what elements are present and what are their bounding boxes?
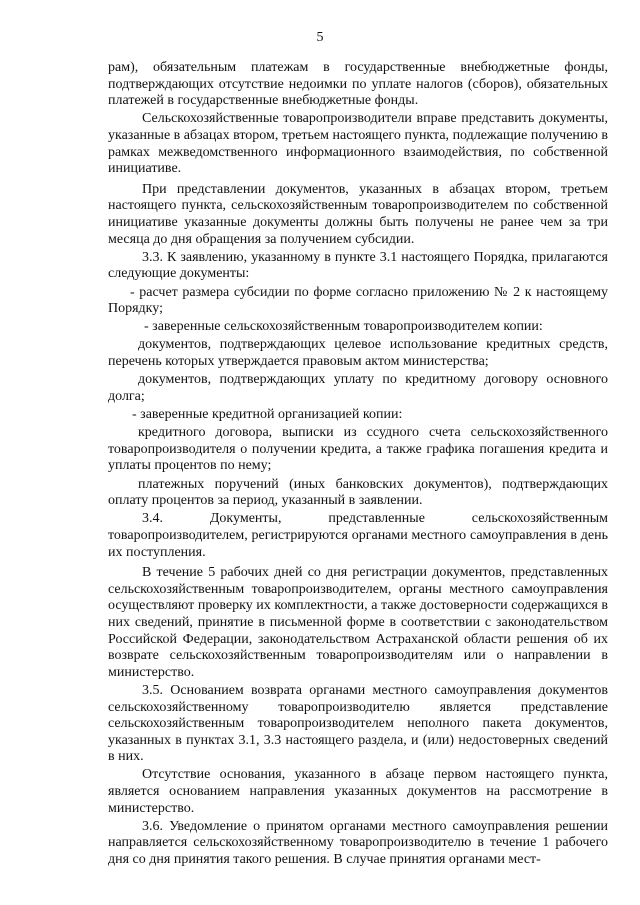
- paragraph: 3.5. Основанием возврата органами местного самоуправления документов сельскохозяйственному товаропроизводителю является представление сельскохозяйственным товаропроизводителем неполного пакета документов, указанных в пунктах 3.1, 3.3 настоящего раздела, и (или) недостоверных сведений в них.: [108, 682, 608, 765]
- paragraph: рам), обязательным платежам в государственные внебюджетные фонды, подтверждающих отсутствие недоимки по уплате налогов (сборов), обязательных платежей в государственные внебюджетные фонды.: [108, 60, 608, 109]
- list-item: - заверенные кредитной организацией копии:: [132, 407, 403, 423]
- list-item: кредитного договора, выписки из ссудного счета сельскохозяйственного товаропроизводителя о получении кредита, а также графика погашения кредита и уплаты процентов по нему;: [108, 425, 608, 474]
- list-item: платежных поручений (иных банковских документов), подтверждающих оплату процентов за период, указанный в заявлении.: [108, 476, 608, 509]
- list-item: - расчет размера субсидии по форме согласно приложению № 2 к настоящему Порядку;: [108, 284, 608, 317]
- document-body: [108, 60, 608, 870]
- list-item: - заверенные сельскохозяйственным товаропроизводителем копии:: [144, 319, 543, 335]
- list-item: документов, подтверждающих уплату по кредитному договору основного долга;: [108, 372, 608, 404]
- paragraph: При представлении документов, указанных в абзацах втором, третьем настоящего пункта, сельскохозяйственным товаропроизводителем по собственной инициативе указанные документы должны быть получены не ранее чем за три месяца до дня обращения за получением субсидии.: [108, 181, 608, 247]
- page-number: 5: [316, 30, 324, 45]
- paragraph: В течение 5 рабочих дней со дня регистрации документов, представленных сельскохозяйственным товаропроизводителем, органы местного самоуправления осуществляют проверку их комплектности, а также достоверности содержащихся в них сведений, принятие в письменной форме в соответствии с законодательством Российской Федерации, законодательством Астраханской области решения об их возврате сельскохозяйственным товаропроизводителям или о направлении в министерство.: [108, 565, 608, 680]
- paragraph: 3.4. Документы, представленные сельскохозяйственным товаропроизводителем, регистрируются органами местного самоуправления в день их поступления.: [108, 511, 608, 560]
- paragraph: Сельскохозяйственные товаропроизводители вправе представить документы, указанные в абзацах втором, третьем настоящего пункта, подлежащие получению в рамках межведомственного информационного взаимодействия, по собственной инициативе.: [108, 111, 608, 177]
- list-item: документов, подтверждающих целевое использование кредитных средств, перечень которых утверждается правовым актом министерства;: [108, 337, 608, 370]
- paragraph: 3.6. Уведомление о принятом органами местного самоуправления решении направляется сельскохозяйственному товаропроизводителю в течение 1 рабочего дня со дня принятия такого решения. В случае принятия органами мест-: [108, 818, 608, 868]
- paragraph: Отсутствие основания, указанного в абзаце первом настоящего пункта, является основанием направления указанных документов на рассмотрение в министерство.: [108, 767, 608, 816]
- paragraph: 3.3. К заявлению, указанному в пункте 3.1 настоящего Порядка, прилагаются следующие документы:: [108, 249, 608, 282]
